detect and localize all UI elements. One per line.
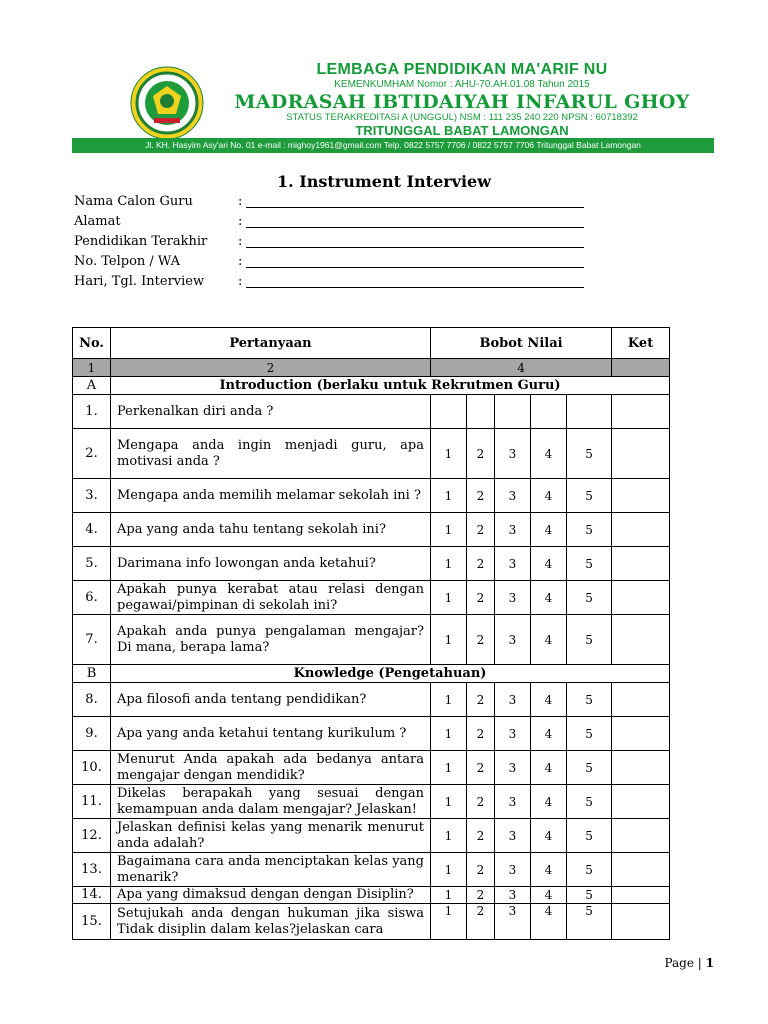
- ket-cell[interactable]: [612, 547, 670, 581]
- question-number: 4.: [73, 513, 111, 547]
- score-option-2[interactable]: 2: [467, 479, 495, 513]
- score-option-5[interactable]: 5: [567, 819, 612, 853]
- section-row: [73, 377, 670, 395]
- fill-in-line[interactable]: [246, 207, 584, 208]
- question-text: Dikelas berapakah yang sesuai dengan kemampuan anda dalam mengajar? Jelaskan!: [111, 785, 431, 819]
- table-row: [73, 904, 670, 940]
- question-text: Apakah anda punya pengalaman mengajar? Di mana, berapa lama?: [111, 615, 431, 665]
- table-row: [73, 479, 670, 513]
- question-number: 13.: [73, 853, 111, 887]
- score-option-4[interactable]: 4: [531, 887, 567, 904]
- score-option-3[interactable]: 3: [495, 751, 531, 785]
- header-ket: Ket: [612, 328, 670, 359]
- page-label: Page: [664, 956, 694, 970]
- question-text: Jelaskan definisi kelas yang menarik menurut anda adalah?: [111, 819, 431, 853]
- ket-cell[interactable]: [612, 429, 670, 479]
- score-option-1[interactable]: 1: [431, 479, 467, 513]
- score-option-5[interactable]: 5: [567, 887, 612, 904]
- question-number: 9.: [73, 717, 111, 751]
- score-option-2[interactable]: 2: [467, 513, 495, 547]
- column-number: 4: [431, 359, 612, 377]
- ket-cell[interactable]: [612, 683, 670, 717]
- score-option-3[interactable]: 3: [495, 581, 531, 615]
- question-text: Menurut Anda apakah ada bedanya antara mengajar dengan mendidik?: [111, 751, 431, 785]
- ket-cell[interactable]: [612, 479, 670, 513]
- score-option-4[interactable]: 4: [531, 429, 567, 479]
- section-label: B: [73, 665, 111, 683]
- score-option-5[interactable]: 5: [567, 429, 612, 479]
- question-number: 15.: [73, 904, 111, 940]
- table-row: [73, 581, 670, 615]
- ket-cell[interactable]: [612, 751, 670, 785]
- question-number: 8.: [73, 683, 111, 717]
- score-option-4[interactable]: [531, 395, 567, 429]
- score-option-4[interactable]: 4: [531, 717, 567, 751]
- score-option-2[interactable]: 2: [467, 717, 495, 751]
- score-option-3[interactable]: 3: [495, 683, 531, 717]
- page-number: 1: [705, 956, 714, 970]
- table-row: [73, 785, 670, 819]
- question-text: Darimana info lowongan anda ketahui?: [111, 547, 431, 581]
- page-footer: [664, 956, 714, 970]
- ministry-decree: KEMENKUMHAM Nomor : AHU-70.AH.01.08 Tahun 2015: [334, 79, 590, 90]
- section-row: [73, 665, 670, 683]
- score-option-3[interactable]: 3: [495, 717, 531, 751]
- field-label: Pendidikan Terakhir: [74, 234, 208, 249]
- question-number: 1.: [73, 395, 111, 429]
- score-option-1[interactable]: 1: [431, 581, 467, 615]
- section-title: Introduction (berlaku untuk Rekrutmen Guru): [111, 377, 670, 395]
- score-option-5[interactable]: 5: [567, 853, 612, 887]
- score-option-3[interactable]: 3: [495, 429, 531, 479]
- column-number: [612, 359, 670, 377]
- question-text: Mengapa anda ingin menjadi guru, apa motivasi anda ?: [111, 429, 431, 479]
- column-number-row: [73, 359, 670, 377]
- score-option-5[interactable]: 5: [567, 513, 612, 547]
- table-row: [73, 819, 670, 853]
- score-option-4[interactable]: 4: [531, 479, 567, 513]
- score-option-4[interactable]: 4: [531, 819, 567, 853]
- score-option-1[interactable]: 1: [431, 904, 467, 940]
- score-option-1[interactable]: 1: [431, 887, 467, 904]
- header-score: Bobot Nilai: [431, 328, 612, 359]
- table-row: [73, 547, 670, 581]
- header-no: No.: [73, 328, 111, 359]
- score-option-1[interactable]: 1: [431, 717, 467, 751]
- question-number: 10.: [73, 751, 111, 785]
- score-option-2[interactable]: 2: [467, 785, 495, 819]
- score-option-5[interactable]: 5: [567, 479, 612, 513]
- fill-in-line[interactable]: [246, 287, 584, 288]
- section-label: A: [73, 377, 111, 395]
- table-row: [73, 853, 670, 887]
- school-logo-icon: [130, 66, 204, 140]
- question-text: Apa yang anda tahu tentang sekolah ini?: [111, 513, 431, 547]
- table-row: [73, 887, 670, 904]
- score-option-2[interactable]: 2: [467, 615, 495, 665]
- score-option-2[interactable]: 2: [467, 751, 495, 785]
- interview-table: [72, 327, 670, 940]
- ket-cell[interactable]: [612, 615, 670, 665]
- score-option-3[interactable]: 3: [495, 547, 531, 581]
- field-colon: :: [238, 254, 243, 269]
- field-label: Alamat: [74, 214, 121, 229]
- field-alamat: [74, 213, 594, 233]
- score-option-5[interactable]: 5: [567, 683, 612, 717]
- ket-cell[interactable]: [612, 513, 670, 547]
- question-number: 5.: [73, 547, 111, 581]
- score-option-4[interactable]: 4: [531, 615, 567, 665]
- score-option-1[interactable]: 1: [431, 429, 467, 479]
- score-option-2[interactable]: 2: [467, 819, 495, 853]
- score-option-1[interactable]: 1: [431, 819, 467, 853]
- document-title: 1. Instrument Interview: [277, 172, 491, 191]
- field-hari-tgl-interview: [74, 273, 594, 293]
- table-row: [73, 683, 670, 717]
- score-option-3[interactable]: 3: [495, 853, 531, 887]
- letterhead: [72, 56, 714, 154]
- score-option-2[interactable]: 2: [467, 429, 495, 479]
- fill-in-line[interactable]: [246, 267, 584, 268]
- field-label: Nama Calon Guru: [74, 194, 193, 209]
- score-option-3[interactable]: 3: [495, 819, 531, 853]
- institution-name: LEMBAGA PENDIDIKAN MA'ARIF NU: [316, 61, 608, 78]
- fill-in-line[interactable]: [246, 227, 584, 228]
- question-number: 14.: [73, 887, 111, 904]
- score-option-3[interactable]: [495, 395, 531, 429]
- score-option-3[interactable]: 3: [495, 615, 531, 665]
- table-row: [73, 717, 670, 751]
- ket-cell[interactable]: [612, 581, 670, 615]
- score-option-4[interactable]: 4: [531, 751, 567, 785]
- score-option-4[interactable]: 4: [531, 547, 567, 581]
- score-option-1[interactable]: 1: [431, 751, 467, 785]
- header-row: [73, 328, 670, 359]
- score-option-4[interactable]: 4: [531, 513, 567, 547]
- score-option-3[interactable]: 3: [495, 513, 531, 547]
- table-row: [73, 751, 670, 785]
- school-location: TRITUNGGAL BABAT LAMONGAN: [355, 123, 569, 138]
- field-pendidikan-terakhir: [74, 233, 594, 253]
- field-colon: :: [238, 274, 243, 289]
- candidate-fields: [74, 193, 594, 293]
- score-option-2[interactable]: 2: [467, 853, 495, 887]
- field-label: Hari, Tgl. Interview: [74, 274, 205, 289]
- score-option-4[interactable]: 4: [531, 581, 567, 615]
- question-text: Apa filosofi anda tentang pendidikan?: [111, 683, 431, 717]
- score-option-5[interactable]: 5: [567, 785, 612, 819]
- question-text: Perkenalkan diri anda ?: [111, 395, 431, 429]
- score-option-2[interactable]: 2: [467, 683, 495, 717]
- score-option-2[interactable]: 2: [467, 547, 495, 581]
- question-number: 12.: [73, 819, 111, 853]
- accreditation-info: STATUS TERAKREDITASI A (UNGGUL) NSM : 111 235 240 220 NPSN : 60718392: [286, 112, 638, 123]
- question-number: 7.: [73, 615, 111, 665]
- score-option-5[interactable]: 5: [567, 615, 612, 665]
- ket-cell[interactable]: [612, 904, 670, 940]
- score-option-5[interactable]: 5: [567, 904, 612, 940]
- field-colon: :: [238, 194, 243, 209]
- score-option-1[interactable]: 1: [431, 683, 467, 717]
- table-row: [73, 395, 670, 429]
- score-option-5[interactable]: 5: [567, 717, 612, 751]
- field-nama-calon-guru: [74, 193, 594, 213]
- ket-cell[interactable]: [612, 717, 670, 751]
- table-body: [73, 377, 670, 940]
- score-option-4[interactable]: 4: [531, 904, 567, 940]
- question-text: Apakah punya kerabat atau relasi dengan pegawai/pimpinan di sekolah ini?: [111, 581, 431, 615]
- address-bar: Jl. KH. Hasyim Asy'ari No. 01 e-mail : mighoy1961@gmail.com Telp. 0822 5757 7706 / 0822 5757 7706 Tritunggal Babat Lamongan: [72, 138, 714, 153]
- ket-cell[interactable]: [612, 785, 670, 819]
- score-option-4[interactable]: 4: [531, 853, 567, 887]
- question-text: Bagaimana cara anda menciptakan kelas yang menarik?: [111, 853, 431, 887]
- score-option-1[interactable]: 1: [431, 513, 467, 547]
- score-option-3[interactable]: 3: [495, 904, 531, 940]
- school-name: MADRASAH IBTIDAIYAH INFARUL GHOY: [234, 91, 690, 113]
- field-no-telpon: [74, 253, 594, 273]
- score-option-2[interactable]: 2: [467, 581, 495, 615]
- table-row: [73, 513, 670, 547]
- fill-in-line[interactable]: [246, 247, 584, 248]
- question-number: 3.: [73, 479, 111, 513]
- ket-cell[interactable]: [612, 395, 670, 429]
- score-option-3[interactable]: 3: [495, 785, 531, 819]
- question-text: Mengapa anda memilih melamar sekolah ini ?: [111, 479, 431, 513]
- score-option-5[interactable]: [567, 395, 612, 429]
- column-number: 1: [73, 359, 111, 377]
- table-row: [73, 429, 670, 479]
- field-colon: :: [238, 214, 243, 229]
- score-option-5[interactable]: 5: [567, 751, 612, 785]
- score-option-1[interactable]: 1: [431, 547, 467, 581]
- score-option-5[interactable]: 5: [567, 547, 612, 581]
- header-question: Pertanyaan: [111, 328, 431, 359]
- section-title: Knowledge (Pengetahuan): [111, 665, 670, 683]
- question-text: Apa yang anda ketahui tentang kurikulum ?: [111, 717, 431, 751]
- question-text: Setujukah anda dengan hukuman jika siswa Tidak disiplin dalam kelas?jelaskan cara: [111, 904, 431, 940]
- score-option-5[interactable]: 5: [567, 581, 612, 615]
- ket-cell[interactable]: [612, 853, 670, 887]
- score-option-4[interactable]: 4: [531, 683, 567, 717]
- field-colon: :: [238, 234, 243, 249]
- score-option-4[interactable]: 4: [531, 785, 567, 819]
- score-option-1[interactable]: [431, 395, 467, 429]
- ket-cell[interactable]: [612, 819, 670, 853]
- question-text: Apa yang dimaksud dengan dengan Disiplin?: [111, 887, 431, 904]
- score-option-2[interactable]: 2: [467, 887, 495, 904]
- score-option-2[interactable]: [467, 395, 495, 429]
- column-number: 2: [111, 359, 431, 377]
- score-option-3[interactable]: 3: [495, 887, 531, 904]
- score-option-2[interactable]: 2: [467, 904, 495, 940]
- score-option-1[interactable]: 1: [431, 615, 467, 665]
- question-number: 11.: [73, 785, 111, 819]
- field-label: No. Telpon / WA: [74, 254, 181, 269]
- score-option-1[interactable]: 1: [431, 853, 467, 887]
- ket-cell[interactable]: [612, 887, 670, 904]
- question-number: 2.: [73, 429, 111, 479]
- question-number: 6.: [73, 581, 111, 615]
- table-row: [73, 615, 670, 665]
- page-separator: |: [697, 956, 702, 970]
- score-option-3[interactable]: 3: [495, 479, 531, 513]
- score-option-1[interactable]: 1: [431, 785, 467, 819]
